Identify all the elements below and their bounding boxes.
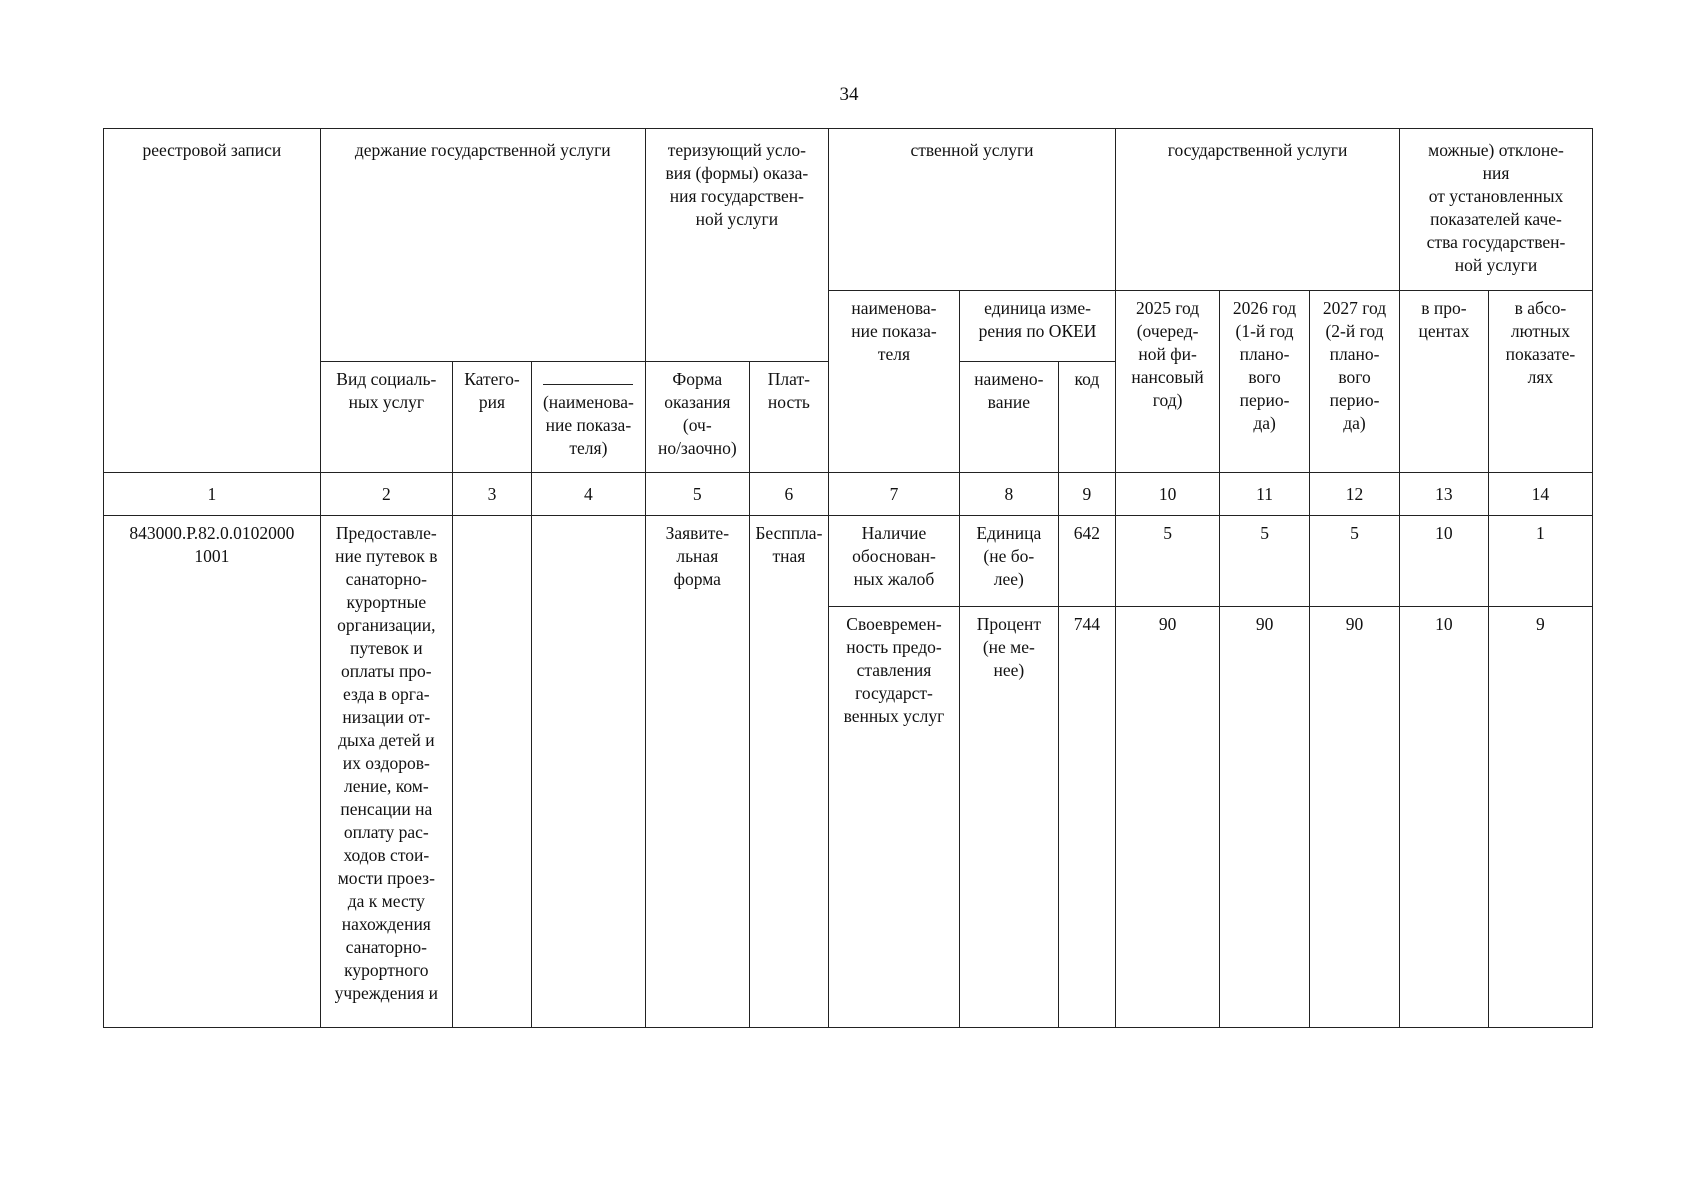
- header-year-2025: 2025 год (очеред- ной фи- нансовый год): [1116, 291, 1220, 473]
- column-number: 12: [1310, 473, 1400, 516]
- value-2027: 5: [1310, 516, 1400, 607]
- column-number: 4: [532, 473, 646, 516]
- value-2026: 90: [1220, 607, 1310, 1028]
- column-number: 10: [1116, 473, 1220, 516]
- unit-name: Единица (не бо- лее): [960, 516, 1059, 607]
- header-indicator-name-blank: [532, 362, 646, 473]
- column-number: 9: [1058, 473, 1115, 516]
- value-2025: 90: [1116, 607, 1220, 1028]
- unit-code: 642: [1058, 516, 1115, 607]
- deviation-percent: 10: [1399, 516, 1488, 607]
- blank-fill-line: [543, 370, 633, 385]
- column-number: 3: [452, 473, 531, 516]
- header-deviation-percent: в про- центах: [1399, 291, 1488, 473]
- registry-number: 843000.Р.82.0.0102000 1001: [104, 516, 321, 1028]
- quality-indicators-table: [103, 128, 1593, 1028]
- deviation-absolute: 9: [1488, 607, 1592, 1028]
- header-year-2026: 2026 год (1-й год плано- вого перио- да): [1220, 291, 1310, 473]
- indicator-name-cell: [532, 516, 646, 1028]
- column-number: 1: [104, 473, 321, 516]
- column-number: 6: [749, 473, 828, 516]
- column-number: 13: [1399, 473, 1488, 516]
- deviation-absolute: 1: [1488, 516, 1592, 607]
- payment-type: Бесппла- тная: [749, 516, 828, 1028]
- unit-name: Процент (не ме- нее): [960, 607, 1059, 1028]
- header-service-content: держание государственной услуги: [320, 129, 645, 362]
- page-number: 34: [839, 84, 859, 105]
- header-service-form: Форма оказания (оч- но/заочно): [645, 362, 749, 473]
- header-quality-indicator: ственной услуги: [828, 129, 1115, 291]
- column-number: 7: [828, 473, 959, 516]
- header-indicator-value: государственной услуги: [1116, 129, 1400, 291]
- social-service-type: Предоставле- ние путевок в санаторно- курортные организации, путевок и оплаты про- езда в орга- низации от- дыха детей и их оздоров- ление, ком- пенсации на оплату рас- ходов стои- мости проез- да к месту нахождения санаторно- курортного учреждения и: [320, 516, 452, 1028]
- deviation-percent: 10: [1399, 607, 1488, 1028]
- service-form: Заявите- льная форма: [645, 516, 749, 1028]
- unit-code: 744: [1058, 607, 1115, 1028]
- header-indicator-name: наименова- ние показа- теля: [828, 291, 959, 473]
- category-cell: [452, 516, 531, 1028]
- header-indicator-name-caption: (наименова- ние показа- теля): [542, 392, 634, 458]
- header-payment: Плат- ность: [749, 362, 828, 473]
- indicator-name: Своевремен- ность предо- ставления государст- венных услуг: [828, 607, 959, 1028]
- header-registry-record: реестровой записи: [104, 129, 321, 473]
- header-okei-unit: единица изме- рения по ОКЕИ: [960, 291, 1116, 362]
- header-year-2027: 2027 год (2-й год плано- вого перио- да): [1310, 291, 1400, 473]
- header-category: Катего- рия: [452, 362, 531, 473]
- header-service-conditions: теризующий усло- вия (формы) оказа- ния государствен- ной услуги: [645, 129, 828, 362]
- column-number: 5: [645, 473, 749, 516]
- header-unit-code: код: [1058, 362, 1115, 473]
- column-numbers-row: [104, 473, 1593, 516]
- value-2027: 90: [1310, 607, 1400, 1028]
- column-number: 14: [1488, 473, 1592, 516]
- column-number: 2: [320, 473, 452, 516]
- value-2025: 5: [1116, 516, 1220, 607]
- column-number: 8: [960, 473, 1059, 516]
- column-number: 11: [1220, 473, 1310, 516]
- value-2026: 5: [1220, 516, 1310, 607]
- header-deviation-absolute: в абсо- лютных показате- лях: [1488, 291, 1592, 473]
- header-allowed-deviations: можные) отклоне- ния от установленных показателей каче- ства государствен- ной услуги: [1399, 129, 1592, 291]
- header-unit-name: наимено- вание: [960, 362, 1059, 473]
- table-row: [104, 516, 1593, 607]
- indicator-name: Наличие обоснован- ных жалоб: [828, 516, 959, 607]
- header-social-service-type: Вид социаль- ных услуг: [320, 362, 452, 473]
